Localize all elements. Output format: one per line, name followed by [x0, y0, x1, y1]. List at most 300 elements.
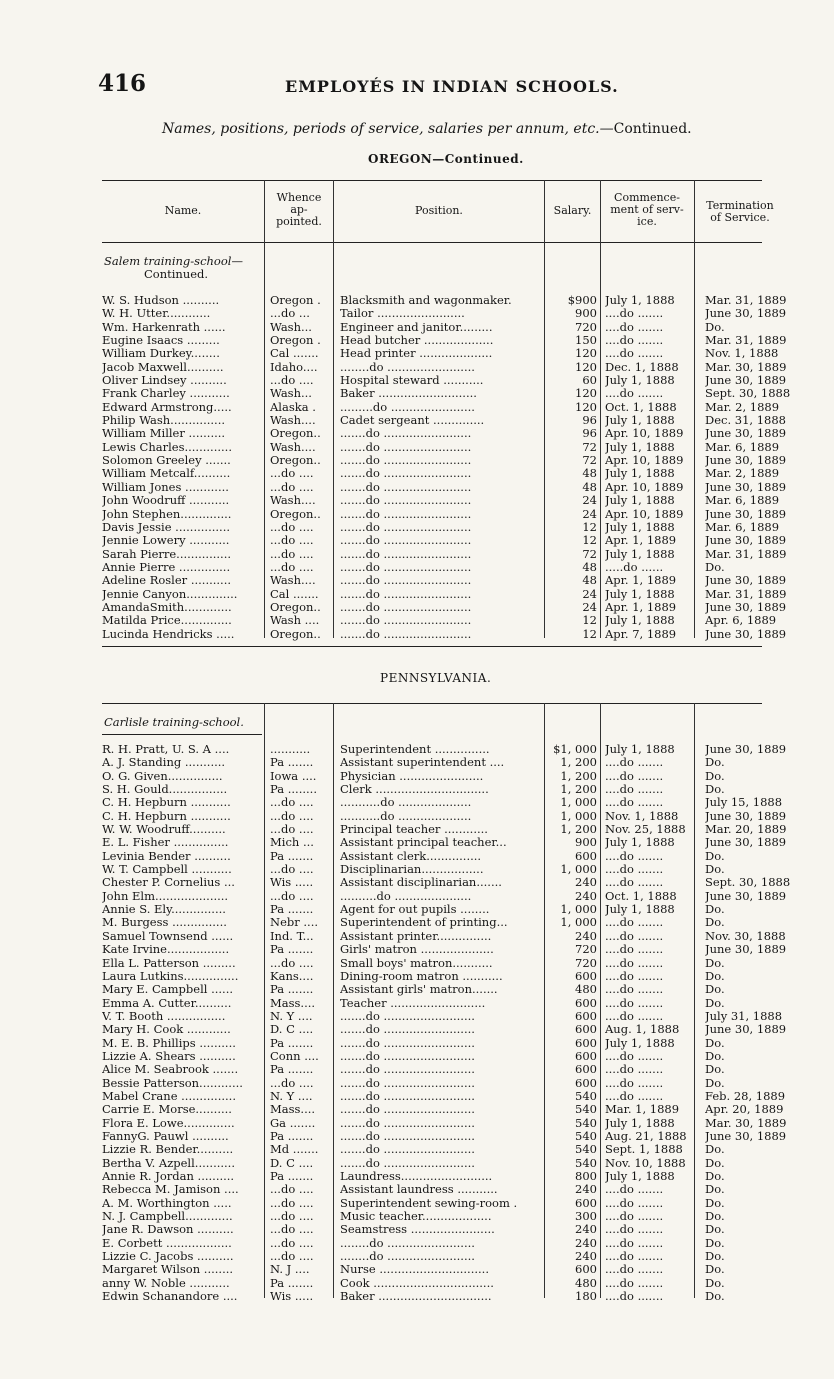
salary: 600	[575, 1049, 597, 1063]
commencement: Apr. 10, 1889	[605, 427, 684, 441]
salem-rows	[102, 294, 791, 641]
employee-name: William Jones ............	[102, 480, 229, 494]
table-row	[102, 587, 787, 601]
table-row	[102, 796, 783, 810]
table-row	[102, 903, 762, 916]
table-row	[102, 836, 787, 850]
salary: 600	[575, 1196, 597, 1210]
commencement: ....do .......	[605, 996, 664, 1010]
position: ........do ........................	[340, 360, 475, 374]
table-row	[102, 321, 762, 334]
position: Nurse ..............................	[340, 1263, 489, 1277]
header-commence-line-2: ment of serv-	[610, 203, 684, 216]
table-row	[102, 507, 787, 521]
whence-appointed: ...do ....	[270, 467, 314, 481]
table-row	[102, 1089, 786, 1103]
salary: 600	[575, 996, 597, 1010]
commencement: Apr. 10, 1889	[605, 454, 684, 468]
commencement: ....do .......	[605, 756, 664, 770]
commencement: July 1, 1888	[605, 903, 675, 917]
whence-appointed: ...do ....	[270, 796, 314, 810]
employee-name: E. Corbett ..................	[102, 1236, 232, 1250]
table-row	[102, 957, 762, 970]
whence-appointed: Oregon..	[270, 627, 321, 641]
position: .......do .........................	[340, 1116, 475, 1130]
termination: June 30, 1889	[705, 889, 787, 903]
position: ...........do ....................	[340, 796, 472, 810]
salary: 24	[582, 507, 597, 521]
salary: 540	[575, 1156, 597, 1170]
table-row	[102, 1170, 762, 1183]
table-row	[102, 1063, 762, 1076]
commencement: Mar. 1, 1889	[605, 1103, 680, 1117]
commencement: ....do .......	[605, 1076, 664, 1090]
table-row	[102, 374, 787, 388]
commencement: July 1, 1888	[605, 414, 675, 428]
position: Baker ...........................	[340, 387, 477, 401]
position: ...........do ....................	[340, 809, 472, 823]
termination: Do.	[705, 983, 725, 997]
termination: Do.	[705, 756, 725, 770]
commencement: .....do ......	[605, 560, 664, 574]
position: Engineer and janitor.........	[340, 320, 493, 334]
employee-name: A. J. Standing ...........	[102, 756, 226, 770]
position: Baker ...............................	[340, 1290, 492, 1304]
commencement: July 1, 1888	[605, 743, 675, 756]
employee-name: Margaret Wilson ........	[102, 1263, 234, 1277]
whence-appointed: Cal .......	[270, 347, 319, 361]
termination: Do.	[705, 1076, 725, 1090]
termination: Mar. 6, 1889	[705, 440, 780, 454]
employee-name: Sarah Pierre...............	[102, 547, 232, 561]
position: Assistant printer...............	[340, 929, 492, 943]
carlisle-title-rule	[102, 734, 262, 735]
employee-name: AmandaSmith.............	[102, 600, 232, 614]
commencement: ....do .......	[605, 1223, 664, 1237]
employee-name: Bessie Patterson............	[102, 1076, 243, 1090]
salary: 24	[582, 600, 597, 614]
position: .......do ........................	[340, 627, 472, 641]
commencement: July 1, 1888	[605, 294, 675, 307]
carlisle-rows	[102, 743, 791, 1304]
employee-name: Rebecca M. Jamison ....	[102, 1183, 239, 1197]
position: .......do ........................	[340, 600, 472, 614]
termination: June 30, 1889	[705, 454, 787, 468]
salary: 900	[575, 836, 597, 850]
position: .......do .........................	[340, 1129, 475, 1143]
commencement: Nov. 1, 1888	[605, 809, 679, 823]
employee-name: William Metcalf..........	[102, 467, 231, 481]
salary: 12	[582, 627, 597, 641]
employee-name: Mary E. Campbell ......	[102, 983, 234, 997]
commencement: Nov. 25, 1888	[605, 823, 686, 837]
position: .......do ........................	[340, 480, 472, 494]
header-whence-line-2: ap-	[290, 203, 308, 216]
position: Physician .......................	[340, 769, 484, 783]
salary: 1, 000	[560, 903, 597, 917]
whence-appointed: ...do ....	[270, 863, 314, 877]
employee-name: William Durkey........	[102, 347, 220, 361]
subtitle-continued: Continued.	[613, 121, 692, 137]
employee-name: Lizzie R. Bender..........	[102, 1143, 234, 1157]
whence-appointed: Wash...	[270, 320, 312, 334]
table-row	[102, 1077, 762, 1090]
penn-top-rule	[102, 703, 762, 704]
position: .......do .........................	[340, 1156, 475, 1170]
employee-name: John Stephen..............	[102, 507, 232, 521]
salary: 720	[575, 956, 597, 970]
table-row	[102, 534, 787, 548]
position: Agent for out pupils ........	[340, 903, 490, 917]
termination: Sept. 30, 1888	[705, 387, 791, 401]
table-row	[102, 440, 780, 454]
employee-name: C. H. Hepburn ...........	[102, 809, 231, 823]
commencement: ....do .......	[605, 983, 664, 997]
position: Small boys' matron...........	[340, 956, 493, 970]
termination: Do.	[705, 1250, 725, 1264]
termination: Do.	[705, 969, 725, 983]
commencement: ....do .......	[605, 863, 664, 877]
employee-name: Flora E. Lowe..............	[102, 1116, 235, 1130]
whence-appointed: Pa .......	[270, 1063, 314, 1077]
salary: 72	[582, 454, 597, 468]
commencement: ....do .......	[605, 1089, 664, 1103]
position: .......do .........................	[340, 1049, 475, 1063]
whence-appointed: Iowa ....	[270, 769, 317, 783]
termination: June 30, 1889	[705, 534, 787, 548]
employee-name: Mary H. Cook ............	[102, 1023, 231, 1037]
position: .......do ........................	[340, 520, 472, 534]
commencement: Oct. 1, 1888	[605, 889, 677, 903]
salary: 24	[582, 494, 597, 508]
salary: 12	[582, 534, 597, 548]
employee-name: M. Burgess ...............	[102, 916, 227, 930]
employee-name: W. T. Campbell ...........	[102, 863, 232, 877]
whence-appointed: Mich ...	[270, 836, 314, 850]
termination: July 31, 1888	[705, 1009, 783, 1023]
employee-name: FannyG. Pauwl ..........	[102, 1129, 229, 1143]
whence-appointed: Md .......	[270, 1143, 319, 1157]
employee-name: E. L. Fisher ...............	[102, 836, 229, 850]
header-term-line-2: of Service.	[710, 211, 770, 224]
termination: Sept. 30, 1888	[705, 876, 791, 890]
table-row	[102, 929, 786, 943]
commencement: ....do .......	[605, 769, 664, 783]
whence-appointed: Wash...	[270, 387, 312, 401]
termination: June 30, 1889	[705, 836, 787, 850]
employee-name: William Miller ..........	[102, 427, 226, 441]
header-position: Position.	[415, 204, 463, 217]
employee-name: Levinia Bender ..........	[102, 849, 231, 863]
whence-appointed: ...do ....	[270, 547, 314, 561]
termination: Do.	[705, 1210, 725, 1224]
employee-name: Davis Jessie ...............	[102, 520, 230, 534]
whence-appointed: Pa .......	[270, 903, 314, 917]
position: Music teacher...................	[340, 1210, 492, 1224]
table-row	[102, 983, 762, 996]
employee-name: Lucinda Hendricks .....	[102, 627, 235, 641]
position: Laundress.........................	[340, 1170, 493, 1183]
termination: Do.	[705, 1236, 725, 1250]
whence-appointed: Idaho....	[270, 360, 318, 374]
table-row	[102, 400, 780, 414]
termination: June 30, 1889	[705, 480, 787, 494]
carlisle-school-title: Carlisle training-school.	[104, 715, 244, 729]
termination: June 30, 1889	[705, 809, 787, 823]
header-term-line-1: Termination	[706, 199, 774, 212]
termination: Do.	[705, 1143, 725, 1157]
termination: Mar. 6, 1889	[705, 520, 780, 534]
salary: 48	[582, 467, 597, 481]
commencement: ....do .......	[605, 320, 664, 334]
whence-appointed: Alaska .	[270, 400, 316, 414]
employee-name: Chester P. Cornelius ...	[102, 876, 235, 890]
state-continued-heading: OREGON—Continued.	[368, 152, 524, 166]
header-bottom-rule	[102, 242, 762, 243]
salary: 1, 200	[560, 769, 597, 783]
commencement: July 1, 1888	[605, 547, 675, 561]
termination: Mar. 20, 1889	[705, 823, 787, 837]
whence-appointed: Ind. T...	[270, 929, 314, 943]
whence-appointed: Pa .......	[270, 1036, 314, 1050]
salary: 1, 000	[560, 796, 597, 810]
whence-appointed: ...do ....	[270, 1236, 314, 1250]
whence-appointed: Pa .......	[270, 983, 314, 997]
employee-name: Oliver Lindsey ..........	[102, 374, 227, 388]
position: .......do ........................	[340, 560, 472, 574]
termination: Do.	[705, 849, 725, 863]
table-row	[102, 863, 762, 876]
whence-appointed: Oregon..	[270, 454, 321, 468]
table-row	[102, 1129, 787, 1143]
employee-name: John Elm....................	[102, 889, 229, 903]
termination: Dec. 31, 1888	[705, 414, 786, 428]
salary: 150	[575, 334, 597, 348]
employee-name: R. H. Pratt, U. S. A ....	[102, 743, 230, 756]
whence-appointed: Ga .......	[270, 1116, 316, 1130]
commencement: ....do .......	[605, 956, 664, 970]
whence-appointed: Cal .......	[270, 587, 319, 601]
table-row	[102, 1157, 762, 1170]
employee-name: Eugine Isaacs .........	[102, 334, 220, 348]
commencement: Apr. 10, 1889	[605, 480, 684, 494]
position: Disciplinarian.................	[340, 863, 484, 877]
termination: Do.	[705, 1196, 725, 1210]
table-row	[102, 1116, 787, 1130]
commencement: July 1, 1888	[605, 440, 675, 454]
whence-appointed: Pa .......	[270, 1170, 314, 1183]
whence-appointed: ...do ....	[270, 823, 314, 837]
termination: Mar. 2, 1889	[705, 467, 780, 481]
position: .......do .........................	[340, 1036, 475, 1050]
salary: 540	[575, 1143, 597, 1157]
termination: June 30, 1889	[705, 307, 787, 321]
termination: Apr. 20, 1889	[705, 1103, 784, 1117]
termination: Mar. 30, 1889	[705, 1116, 787, 1130]
employee-name: S. H. Gould................	[102, 783, 228, 797]
table-row	[102, 467, 780, 481]
termination: Do.	[705, 1063, 725, 1077]
position: .......do ........................	[340, 467, 472, 481]
employee-name: Bertha V. Azpell...........	[102, 1156, 235, 1170]
employee-name: Lizzie C. Jacobs ..........	[102, 1250, 234, 1264]
table-row	[102, 1237, 762, 1250]
employee-name: Annie S. Ely...............	[102, 903, 226, 917]
table-row	[102, 1023, 787, 1037]
whence-appointed: Oregon..	[270, 507, 321, 521]
position: Seamstress .......................	[340, 1223, 495, 1237]
position: .......do .........................	[340, 1076, 475, 1090]
commencement: July 1, 1888	[605, 374, 675, 388]
employee-name: Lizzie A. Shears ..........	[102, 1049, 236, 1063]
termination: June 30, 1889	[705, 1129, 787, 1143]
table-subtitle	[162, 121, 692, 137]
whence-appointed: N. J ....	[270, 1263, 310, 1277]
whence-appointed: Wis .....	[270, 1290, 314, 1304]
whence-appointed: Mass....	[270, 996, 316, 1010]
termination: Mar. 2, 1889	[705, 400, 780, 414]
salary: 24	[582, 587, 597, 601]
employee-name: V. T. Booth ................	[102, 1009, 226, 1023]
position: Blacksmith and wagonmaker.	[340, 294, 512, 307]
commencement: ....do .......	[605, 1183, 664, 1197]
table-row	[102, 454, 787, 468]
employee-name: W. W. Woodruff..........	[102, 823, 226, 837]
table-row	[102, 916, 762, 929]
table-row	[102, 743, 787, 756]
table-row	[102, 943, 787, 957]
whence-appointed: ...do ....	[270, 809, 314, 823]
salary: 600	[575, 969, 597, 983]
position: Tailor ........................	[340, 307, 465, 321]
termination: June 30, 1889	[705, 743, 787, 756]
table-row	[102, 1009, 783, 1023]
table-row	[102, 850, 762, 863]
position: .......do ........................	[340, 614, 472, 628]
commencement: ....do .......	[605, 783, 664, 797]
commencement: ....do .......	[605, 387, 664, 401]
whence-appointed: D. C ....	[270, 1156, 314, 1170]
position: Cadet sergeant ..............	[340, 414, 485, 428]
position: .......do ........................	[340, 534, 472, 548]
commencement: ....do .......	[605, 943, 664, 957]
commencement: ....do .......	[605, 1250, 664, 1264]
position: Clerk ...............................	[340, 783, 489, 797]
commencement: July 1, 1888	[605, 494, 675, 508]
termination: Do.	[705, 956, 725, 970]
salary: 60	[582, 374, 597, 388]
table-row	[102, 414, 786, 428]
salary: 120	[575, 400, 597, 414]
commencement: ....do .......	[605, 1196, 664, 1210]
termination: June 30, 1889	[705, 627, 787, 641]
employee-name: Annie Pierre ..............	[102, 560, 231, 574]
table-row	[102, 889, 787, 903]
whence-appointed: ...do ....	[270, 1196, 314, 1210]
table-row	[102, 1143, 762, 1156]
whence-appointed: ...do ....	[270, 1210, 314, 1224]
salary: 900	[575, 307, 597, 321]
whence-appointed: Wash ....	[270, 614, 320, 628]
commencement: ....do .......	[605, 1210, 664, 1224]
position: Assistant principal teacher...	[340, 836, 507, 850]
employee-name: Emma A. Cutter..........	[102, 996, 232, 1010]
salary: 600	[575, 1023, 597, 1037]
commencement: ....do .......	[605, 969, 664, 983]
table-row	[102, 427, 787, 441]
whence-appointed: Pa .......	[270, 1276, 314, 1290]
position: Assistant laundress ...........	[340, 1183, 498, 1197]
commencement: ....do .......	[605, 929, 664, 943]
table-row	[102, 1197, 762, 1210]
whence-appointed: ...do ....	[270, 1250, 314, 1264]
table-row	[102, 1210, 762, 1223]
table-row	[102, 1183, 762, 1196]
whence-appointed: Wash....	[270, 494, 316, 508]
salary: 48	[582, 480, 597, 494]
whence-appointed: Wash....	[270, 574, 316, 588]
table-row	[102, 1263, 762, 1276]
table-row	[102, 1290, 762, 1303]
table-top-rule	[102, 180, 762, 181]
employee-name: W. S. Hudson ..........	[102, 294, 220, 307]
whence-appointed: ...do ....	[270, 480, 314, 494]
employee-name: Jennie Lowery ...........	[102, 534, 230, 548]
commencement: July 1, 1888	[605, 1036, 675, 1050]
commencement: Aug. 21, 1888	[605, 1129, 687, 1143]
commencement: ....do .......	[605, 876, 664, 890]
position: Head printer ....................	[340, 347, 493, 361]
salary: 1, 000	[560, 809, 597, 823]
whence-appointed: Oregon .	[270, 334, 321, 348]
employee-name: Wm. Harkenrath ......	[102, 320, 226, 334]
employee-name: Laura Lutkins...............	[102, 969, 239, 983]
commencement: Aug. 1, 1888	[605, 1023, 680, 1037]
header-whence-line-1: Whence	[276, 191, 322, 204]
salary: 600	[575, 849, 597, 863]
whence-appointed: Wis .....	[270, 876, 314, 890]
header-salary: Salary.	[553, 204, 592, 217]
position: Assistant disciplinarian.......	[340, 876, 502, 890]
whence-appointed: Pa .......	[270, 756, 314, 770]
position: .......do .........................	[340, 1143, 475, 1157]
table-row	[102, 809, 787, 823]
salary: 12	[582, 614, 597, 628]
termination: June 30, 1889	[705, 574, 787, 588]
table-row	[102, 294, 787, 307]
termination: July 15, 1888	[705, 796, 783, 810]
table-row	[102, 783, 762, 796]
whence-appointed: Nebr ....	[270, 916, 319, 930]
commencement: Nov. 10, 1888	[605, 1156, 686, 1170]
salary: 240	[575, 1223, 597, 1237]
salary: 540	[575, 1089, 597, 1103]
position: Cook .................................	[340, 1276, 494, 1290]
header-termination	[695, 200, 785, 224]
position: .......do ........................	[340, 494, 472, 508]
commencement: Oct. 1, 1888	[605, 400, 677, 414]
salary: 720	[575, 943, 597, 957]
commencement: Dec. 1, 1888	[605, 360, 679, 374]
salary: 540	[575, 1116, 597, 1130]
whence-appointed: Kans....	[270, 969, 314, 983]
employee-name: Lewis Charles.............	[102, 440, 232, 454]
termination: Mar. 31, 1889	[705, 587, 787, 601]
table-row	[102, 997, 762, 1010]
salary: 96	[582, 414, 597, 428]
commencement: Apr. 7, 1889	[605, 627, 677, 641]
termination: Do.	[705, 783, 725, 797]
